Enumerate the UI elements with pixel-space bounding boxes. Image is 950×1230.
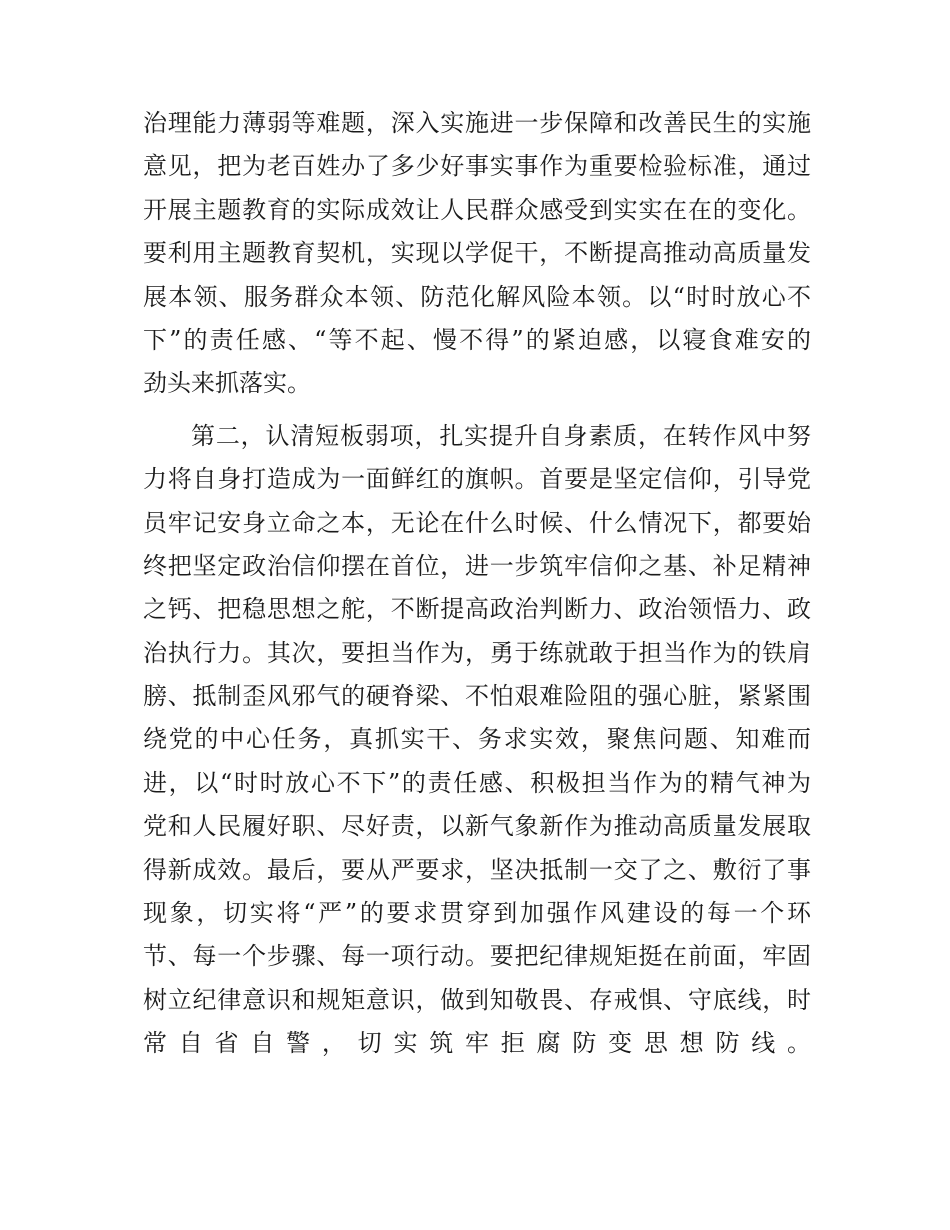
text-line: 治执行力。其次，要担当作为，勇于练就敢于担当作为的铁肩 (143, 638, 811, 667)
text-line: 力将自身打造成为一面鲜红的旗帜。首要是坚定信仰，引导党 (143, 465, 811, 494)
document-body (143, 102, 811, 1152)
text-line: 第二，认清短板弱项，扎实提升自身素质，在转作风中努 (191, 421, 811, 450)
text-line: 要利用主题教育契机，实现以学促干，不断提高推动高质量发 (143, 239, 811, 268)
text-line: 进，以“时时放心不下”的责任感、积极担当作为的精气神为 (143, 768, 811, 797)
text-line: 节、每一个步骤、每一项行动。要把纪律规矩挺在前面，牢固 (143, 942, 811, 971)
text-line: 下”的责任感、“等不起、慢不得”的紧迫感，以寝食难安的 (143, 325, 811, 354)
text-line: 树立纪律意识和规矩意识，做到知敬畏、存戒惧、守底线，时 (143, 985, 811, 1014)
paragraph-1 (143, 102, 811, 406)
text-line (143, 1109, 811, 1152)
paragraph-2 (143, 415, 811, 1153)
text-line: 治理能力薄弱等难题，深入实施进一步保障和改善民生的实施 (143, 109, 811, 137)
text-line (143, 1066, 811, 1109)
text-line: 绕党的中心任务，真抓实干、务求实效，聚焦问题、知难而 (143, 725, 811, 754)
text-line: 现象，切实将“严”的要求贯穿到加强作风建设的每一个环 (143, 899, 811, 928)
text-line: 常自省自警，切实筑牢拒腐防变思想防线。 (143, 1029, 811, 1058)
text-line: 之钙、把稳思想之舵，不断提高政治判断力、政治领悟力、政 (143, 595, 811, 624)
text-line: 膀、抵制歪风邪气的硬脊梁、不怕艰难险阻的强心脏，紧紧围 (143, 682, 811, 711)
text-line: 展本领、服务群众本领、防范化解风险本领。以“时时放心不 (143, 282, 811, 311)
text-line: 党和人民履好职、尽好责，以新气象新作为推动高质量发展取 (143, 812, 811, 841)
text-line: 员牢记安身立命之本，无论在什么时候、什么情况下，都要始 (143, 508, 811, 537)
text-line: 劲头来抓落实。 (143, 369, 311, 398)
text-line: 终把坚定政治信仰摆在首位，进一步筑牢信仰之基、补足精神 (143, 551, 811, 580)
text-line: 开展主题教育的实际成效让人民群众感受到实实在在的变化。 (143, 195, 811, 224)
text-line: 得新成效。最后，要从严要求，坚决抵制一交了之、敷衍了事 (143, 855, 811, 884)
text-line: 意见，把为老百姓办了多少好事实事作为重要检验标准，通过 (143, 152, 811, 181)
paragraph-spacer (143, 406, 811, 415)
